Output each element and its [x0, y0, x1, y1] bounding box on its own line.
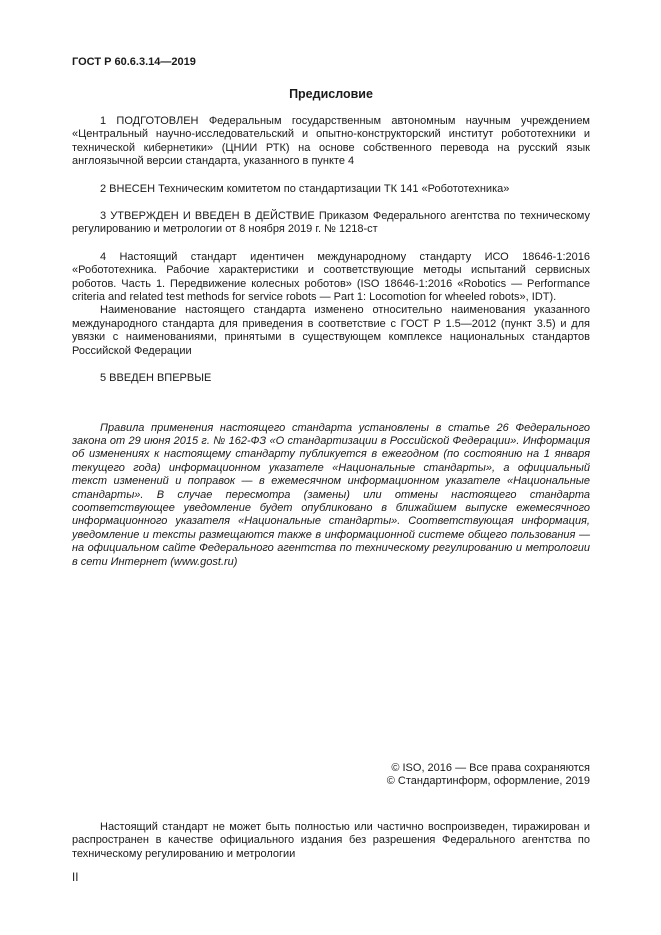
page-title: Предисловие	[289, 87, 373, 101]
foreword-paragraph-5: 5 ВВЕДЕН ВПЕРВЫЕ	[100, 372, 212, 385]
copyright-block	[72, 762, 590, 789]
page-number: II	[72, 872, 79, 884]
foreword-paragraph-1: 1 ПОДГОТОВЛЕН Федеральным государственным автономным научным учреждением «Центральный научно-исследовательский и опытно-конструкторский институт робототехники и технической кибернетики» (ЦНИИ РТК) на основе собственного перевода на русский язык англоязычной версии стандарта, указанного в пункте 4	[72, 115, 590, 168]
copyright-standartinform: © Стандартинформ, оформление, 2019	[386, 775, 590, 788]
document-code: ГОСТ Р 60.6.3.14—2019	[72, 56, 196, 68]
foreword-paragraph-3: 3 УТВЕРЖДЕН И ВВЕДЕН В ДЕЙСТВИЕ Приказом Федерального агентства по техническому регулированию и метрологии от 8 ноября 2019 г. № 1218-ст	[72, 210, 590, 236]
page-footer	[72, 762, 590, 885]
legal-notice: Правила применения настоящего стандарта установлены в статье 26 Федерального закона от 29 июня 2015 г. № 162-ФЗ «О стандартизации в Российской Федерации». Информация об изменениях к настоящему стандарту публикуется в ежегодном (по состоянию на 1 января текущего года) информационном указателе «Национальные стандарты», а официальный текст изменений и поправок — в ежемесячном информационном указателе «Национальные стандарты». В случае пересмотра (замены) или отмены настоящего стандарта соответствующее уведомление будет опубликовано в ближайшем выпуске ежемесячного информационного указателя «Национальные стандарты». Соответствующая информация, уведомление и тексты размещаются также в информационной системе общего пользования — на официальном сайте Федерального агентства по техническому регулированию и метрологии в сети Интернет (www.gost.ru)	[72, 421, 590, 568]
foreword-paragraph-4: 4 Настоящий стандарт идентичен международному стандарту ИСО 18646-1:2016 «Робототехника. Рабочие характеристики и соответствующие методы испытаний сервисных роботов. Часть 1. Передвижение колесных роботов» (ISO 18646-1:2016 «Robotics — Performance criteria and related test methods for service robots — Part 1: Locomotion for wheeled robots», IDT).	[72, 250, 590, 304]
foreword-paragraph-4-note: Наименование настоящего стандарта изменено относительно наименования указанного международного стандарта для приведения в соответствие с ГОСТ Р 1.5—2012 (пункт 3.5) и для увязки с наименованиями, принятыми в существующем комплексе национальных стандартов Российской Федерации	[72, 304, 590, 357]
reproduction-notice: Настоящий стандарт не может быть полностью или частично воспроизведен, тиражирован и распространен в качестве официального издания без разрешения Федерального агентства по техническому регулированию и метрологии	[72, 820, 590, 860]
foreword-paragraph-2: 2 ВНЕСЕН Техническим комитетом по стандартизации ТК 141 «Робототехника»	[100, 182, 510, 195]
copyright-iso: © ISO, 2016 — Все права сохраняются	[391, 761, 590, 774]
